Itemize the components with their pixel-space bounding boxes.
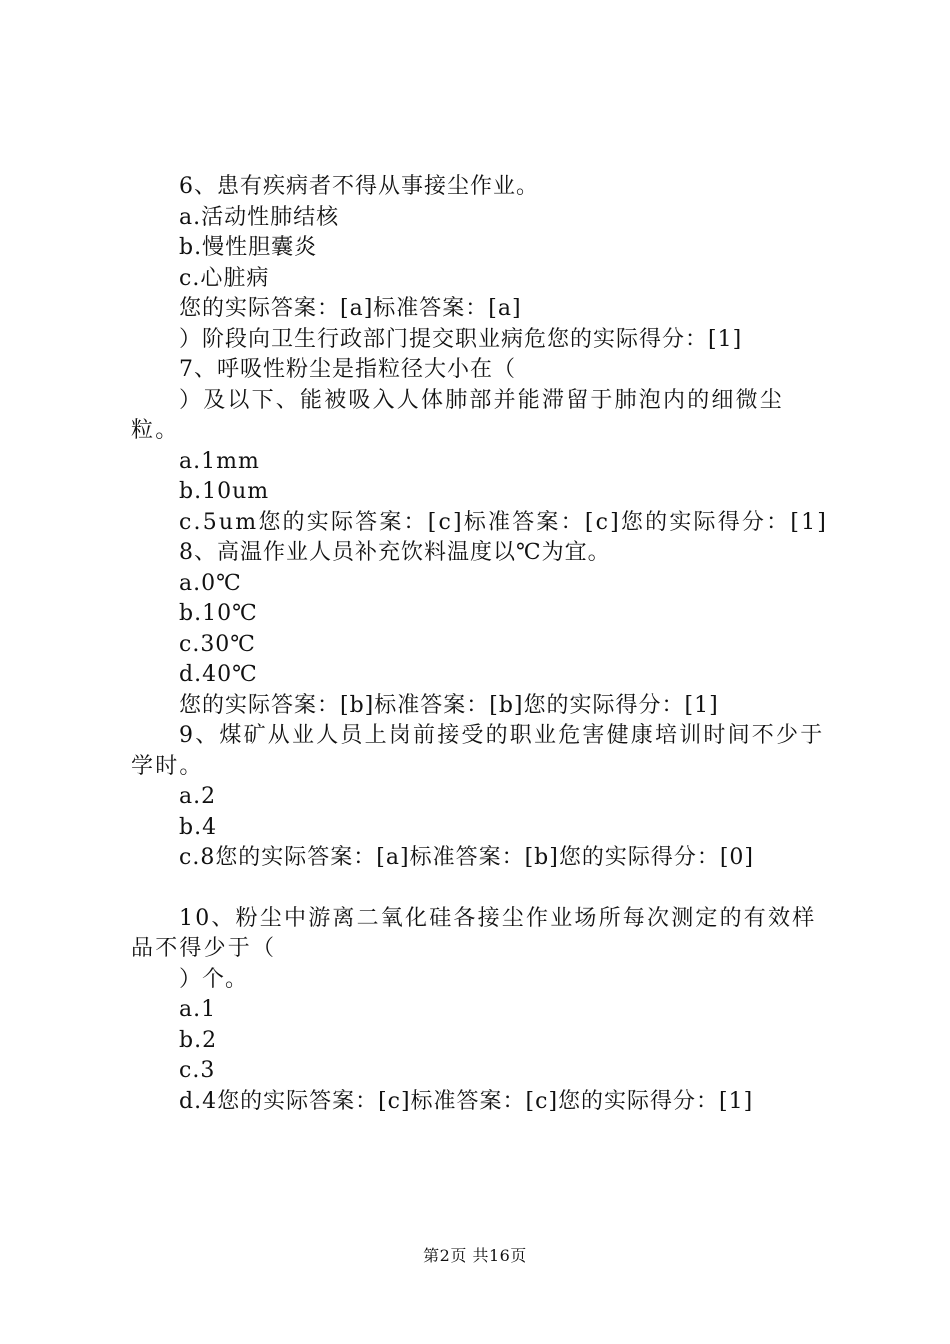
page-number-footer: 第2页 共16页 bbox=[423, 1246, 527, 1265]
question-10-option-d-answer: d.4您的实际答案：[c]标准答案：[c]您的实际得分：[1] bbox=[179, 1088, 754, 1114]
question-6-option-a: a.活动性肺结核 bbox=[179, 204, 340, 230]
question-8-option-c: c.30℃ bbox=[179, 631, 256, 657]
question-9-stem: 9、煤矿从业人员上岗前接受的职业危害健康培训时间不少于学时。 bbox=[131, 723, 825, 779]
paragraph-gap bbox=[131, 874, 831, 904]
question-6-score: ）阶段向卫生行政部门提交职业病危您的实际得分：[1] bbox=[179, 326, 743, 352]
question-6-answer: 您的实际答案：[a]标准答案：[a] bbox=[179, 296, 522, 321]
question-10-stem-1: 10、粉尘中游离二氧化硅各接尘作业场所每次测定的有效样品不得少于（ bbox=[131, 905, 817, 961]
question-10-option-a: a.1 bbox=[179, 997, 217, 1022]
question-10-option-b: b.2 bbox=[179, 1027, 218, 1053]
question-8-option-b: b.10℃ bbox=[179, 601, 258, 626]
question-7-stem-1: 7、呼吸性粉尘是指粒径大小在（ bbox=[179, 357, 516, 382]
question-6-stem: 6、患有疾病者不得从事接尘作业。 bbox=[179, 174, 539, 199]
question-10-stem-2: ）个。 bbox=[179, 966, 249, 992]
question-9-option-c-answer: c.8您的实际答案：[a]标准答案：[b]您的实际得分：[0] bbox=[179, 845, 755, 870]
question-9-option-a: a.2 bbox=[179, 784, 217, 809]
question-8-stem: 8、高温作业人员补充饮料温度以℃为宜。 bbox=[179, 540, 611, 565]
question-7-option-b: b.10um bbox=[179, 479, 270, 504]
document-body bbox=[131, 172, 831, 1117]
question-7-option-a: a.1mm bbox=[179, 448, 260, 474]
question-6-option-b: b.慢性胆囊炎 bbox=[179, 235, 318, 260]
question-8-option-a: a.0℃ bbox=[179, 570, 242, 596]
question-8-option-d: d.40℃ bbox=[179, 662, 258, 687]
question-6-option-c: c.心脏病 bbox=[179, 265, 270, 291]
question-9-option-b: b.4 bbox=[179, 814, 218, 840]
question-8-answer: 您的实际答案：[b]标准答案：[b]您的实际得分：[1] bbox=[179, 692, 719, 718]
question-7-option-c-answer: c.5um您的实际答案：[c]标准答案：[c]您的实际得分：[1] bbox=[179, 509, 829, 535]
question-10-option-c: c.3 bbox=[179, 1058, 216, 1083]
question-7-stem-2: ）及以下、能被吸入人体肺部并能滞留于肺泡内的细微尘粒。 bbox=[131, 387, 785, 443]
